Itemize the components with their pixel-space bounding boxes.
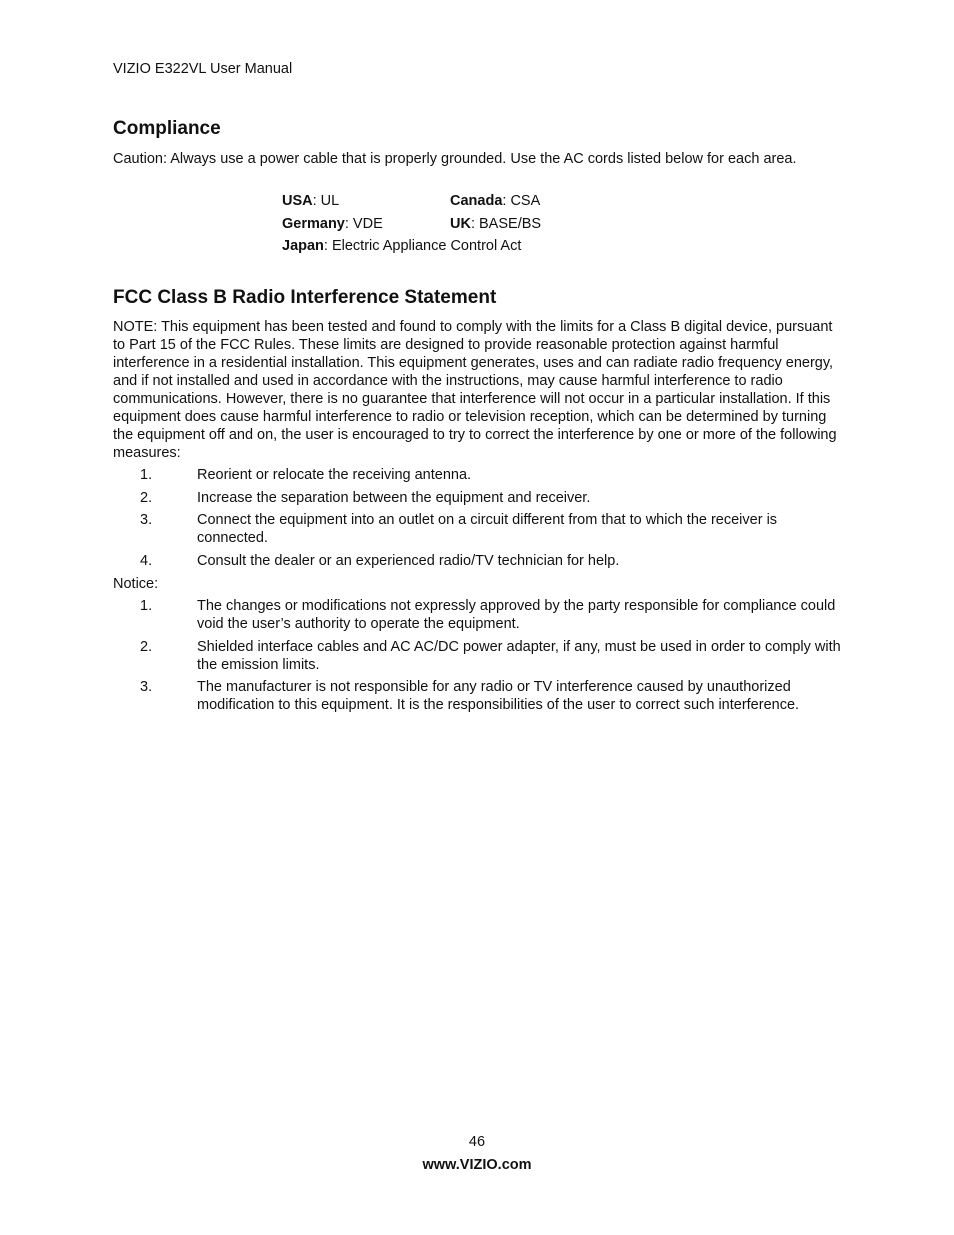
cord-label: Canada [450,193,503,209]
footer-url: www.VIZIO.com [422,1157,532,1173]
ac-cord-table [282,190,618,258]
list-number: 2. [140,489,153,506]
caution-paragraph: Caution: Always use a power cable that is properly grounded. Use the AC cords listed below for each area. [113,151,797,167]
cord-value: : BASE/BS [470,215,542,232]
list-number: 4. [140,552,153,569]
list-number: 1. [140,598,153,614]
cord-label: UK [450,215,471,232]
page-number: 46 [468,1134,486,1150]
compliance-heading: Compliance [113,118,221,139]
list-item [113,597,848,633]
cord-japan [282,235,521,258]
running-header: VIZIO E322VL User Manual [113,61,293,77]
cord-value: : UL [312,193,340,209]
cord-uk [450,213,618,236]
notice-label: Notice: [113,576,159,592]
cord-row [282,190,618,213]
fcc-heading: FCC Class B Radio Interference Statement [113,287,497,308]
list-text: The changes or modifications not expressly approved by the party responsible for compliance could void the user’s authority to operate the equipment. [197,598,836,632]
list-number: 3. [140,512,153,529]
list-text: The manufacturer is not responsible for any radio or TV interference caused by unauthorized modification to this equipment. It is the responsibilities of the user to correct such interference. [197,679,800,714]
cord-row [282,213,618,236]
list-text: Reorient or relocate the receiving antenna. [197,467,472,483]
cord-canada [450,190,618,213]
cord-value: : VDE [344,215,383,232]
cord-label: Japan [282,238,324,255]
list-number: 2. [140,638,153,655]
list-item [113,678,848,714]
list-item [113,638,848,674]
cord-usa [282,190,450,213]
cord-row [282,235,618,258]
list-item [113,466,848,484]
cord-value: : CSA [502,193,541,209]
list-item [113,511,848,547]
list-item [113,552,848,570]
list-number: 1. [140,467,153,483]
cord-value: : Electric Appliance Control Act [323,238,522,255]
fcc-note-paragraph: NOTE: This equipment has been tested and found to comply with the limits for a Class B digital device, pursuant to Part 15 of the FCC Rules. These limits are designed to provide reasonable protection against harmful interference in a residential installation. This equipment generates, uses and can radiate radio frequency energy, and if not installed and used in accordance with the instructions, may cause harmful interference to radio communications. However, there is no guarantee that interference will not occur in a particular installation. If this equipment does cause harmful interference to radio or television reception, which can be determined by turning the equipment off and on, the user is encouraged to try to correct the interference by one or more of the following measures: [113,319,837,461]
cord-germany [282,213,450,236]
list-number: 3. [140,679,153,696]
list-text: Consult the dealer or an experienced radio/TV technician for help. [197,552,620,569]
list-text: Shielded interface cables and AC AC/DC power adapter, if any, must be used in order to comply with the emission limits. [197,638,841,673]
cord-label: USA [282,193,313,209]
list-item [113,489,848,507]
notice-list [113,597,848,719]
cord-label: Germany [282,215,345,232]
list-text: Connect the equipment into an outlet on a circuit different from that to which the receiver is connected. [197,512,778,547]
measures-list [113,466,848,574]
list-text: Increase the separation between the equipment and receiver. [197,489,591,506]
